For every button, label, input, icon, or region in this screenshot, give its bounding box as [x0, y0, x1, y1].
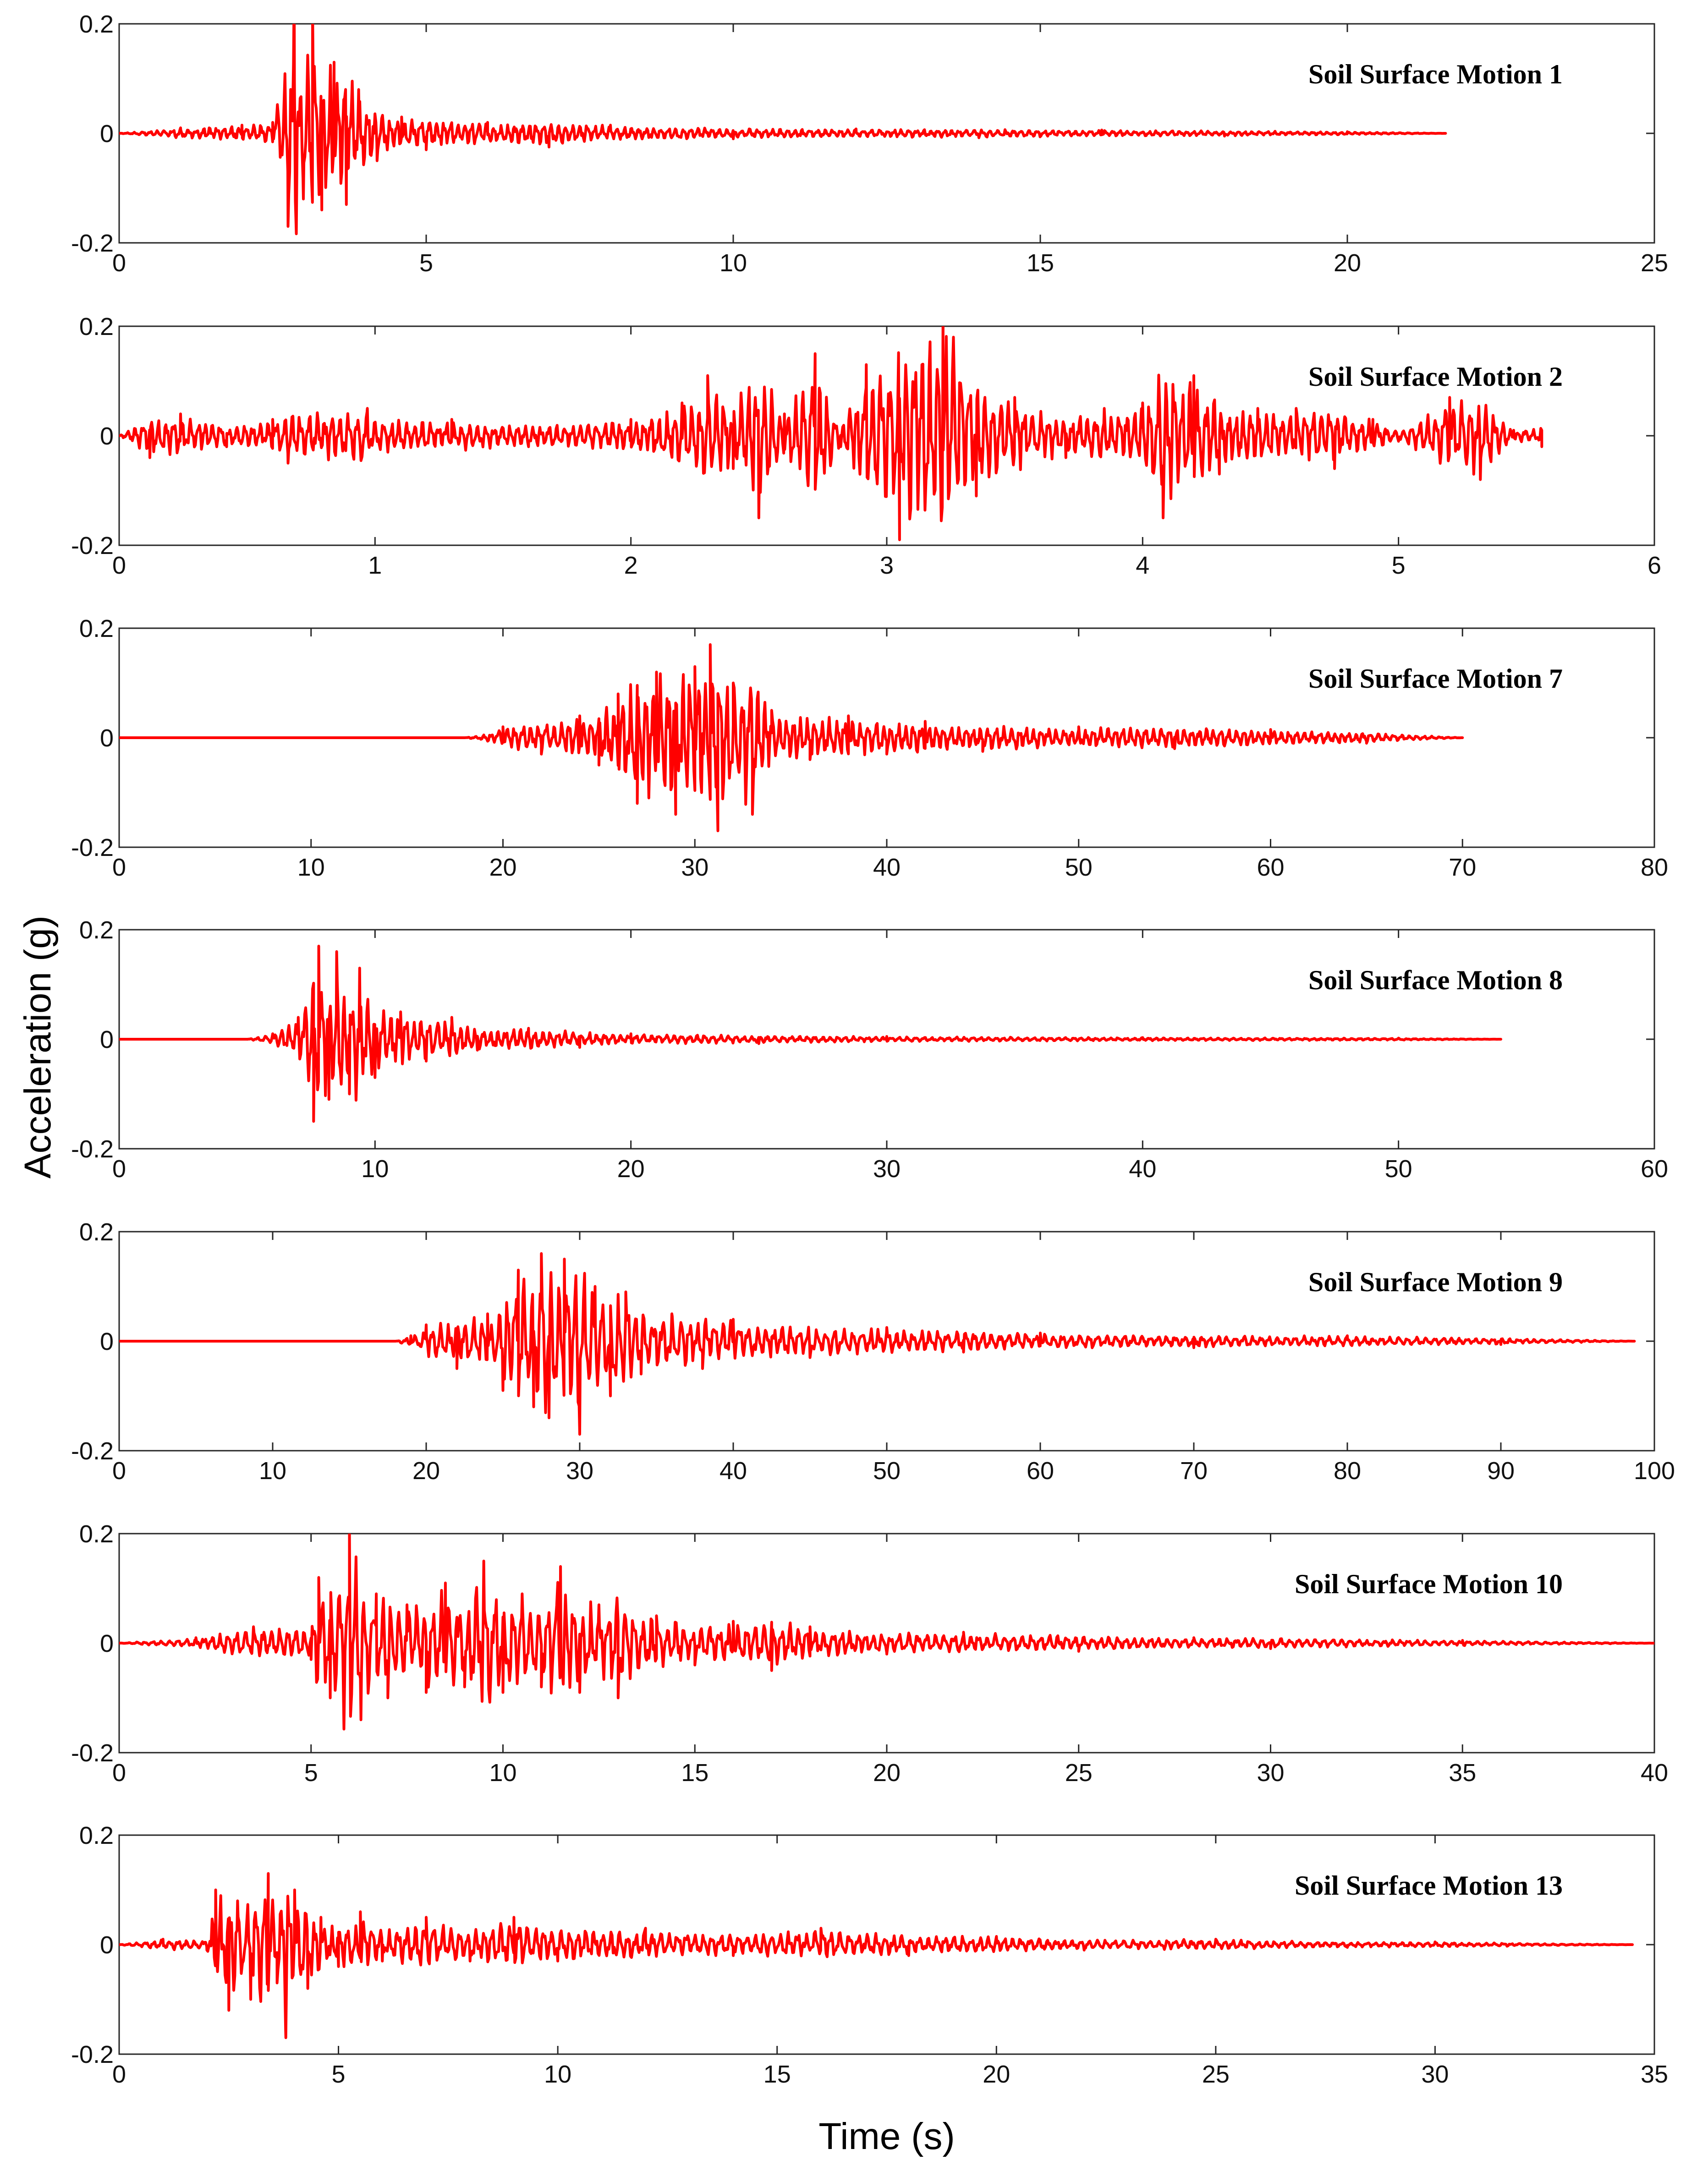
x-tick-label: 10	[544, 2061, 572, 2088]
x-tick-label: 0	[112, 249, 126, 277]
panel-title: Soil Surface Motion 9	[1308, 1267, 1563, 1297]
x-tick-label: 1	[368, 552, 382, 579]
panel-2	[71, 310, 1661, 579]
x-tick-label: 30	[566, 1457, 594, 1485]
panel-title: Soil Surface Motion 10	[1295, 1569, 1563, 1599]
x-tick-label: 20	[617, 1155, 645, 1183]
x-tick-label: 20	[489, 854, 517, 881]
panel-title: Soil Surface Motion 2	[1308, 362, 1563, 392]
panel-title: Soil Surface Motion 13	[1295, 1870, 1563, 1901]
x-tick-label: 0	[112, 2061, 126, 2088]
panel-1	[71, 0, 1668, 277]
x-tick-label: 80	[1333, 1457, 1362, 1485]
y-tick-label: 0	[99, 1328, 114, 1355]
x-tick-label: 0	[112, 1155, 126, 1183]
x-tick-label: 70	[1180, 1457, 1208, 1485]
y-axis-label: Acceleration (g)	[17, 915, 59, 1179]
x-tick-label: 5	[331, 2061, 346, 2088]
x-tick-label: 35	[1449, 1759, 1477, 1787]
panel-title: Soil Surface Motion 7	[1308, 663, 1563, 694]
y-tick-label: 0.2	[79, 1822, 114, 1849]
x-tick-label: 20	[873, 1759, 901, 1787]
x-tick-label: 90	[1487, 1457, 1515, 1485]
x-tick-label: 50	[1384, 1155, 1412, 1183]
x-tick-label: 5	[419, 249, 434, 277]
panel-4	[71, 916, 1668, 1183]
x-tick-label: 100	[1633, 1457, 1675, 1485]
x-tick-label: 40	[873, 854, 901, 881]
y-tick-label: -0.2	[71, 532, 114, 559]
x-axis-label: Time (s)	[818, 2116, 955, 2157]
x-tick-label: 30	[1421, 2061, 1449, 2088]
x-tick-label: 4	[1136, 552, 1150, 579]
x-tick-label: 10	[719, 249, 747, 277]
x-tick-label: 30	[1257, 1759, 1285, 1787]
y-tick-label: -0.2	[71, 834, 114, 861]
y-tick-label: 0.2	[79, 11, 114, 38]
x-tick-label: 15	[1026, 249, 1054, 277]
x-tick-label: 6	[1647, 552, 1662, 579]
y-tick-label: 0	[99, 1026, 114, 1053]
y-tick-label: 0	[99, 1931, 114, 1959]
x-tick-label: 0	[112, 1759, 126, 1787]
x-tick-label: 20	[1333, 249, 1362, 277]
x-tick-label: 10	[361, 1155, 389, 1183]
x-tick-label: 60	[1026, 1457, 1054, 1485]
x-tick-label: 40	[1129, 1155, 1157, 1183]
x-tick-label: 5	[304, 1759, 318, 1787]
y-tick-label: 0	[99, 120, 114, 148]
panel-3	[71, 615, 1668, 881]
y-tick-label: -0.2	[71, 1437, 114, 1465]
panel-7	[71, 1822, 1668, 2088]
y-tick-label: -0.2	[71, 1135, 114, 1163]
x-tick-label: 10	[297, 854, 325, 881]
panel-title: Soil Surface Motion 8	[1308, 965, 1563, 995]
x-tick-label: 25	[1640, 249, 1669, 277]
x-tick-label: 0	[112, 552, 126, 579]
x-tick-label: 20	[983, 2061, 1011, 2088]
x-tick-label: 5	[1391, 552, 1406, 579]
x-tick-label: 3	[879, 552, 894, 579]
y-tick-label: -0.2	[71, 1739, 114, 1767]
y-tick-label: 0	[99, 1630, 114, 1657]
y-tick-label: 0.2	[79, 1520, 114, 1548]
y-tick-label: -0.2	[71, 230, 114, 257]
x-tick-label: 80	[1640, 854, 1669, 881]
x-tick-label: 70	[1449, 854, 1477, 881]
x-tick-label: 0	[112, 1457, 126, 1485]
x-tick-label: 20	[412, 1457, 440, 1485]
x-tick-label: 15	[681, 1759, 709, 1787]
y-tick-label: 0	[99, 724, 114, 752]
x-tick-label: 60	[1257, 854, 1285, 881]
y-tick-label: 0.2	[79, 313, 114, 340]
y-tick-label: 0.2	[79, 615, 114, 642]
x-tick-label: 10	[258, 1457, 287, 1485]
y-tick-label: 0.2	[79, 1218, 114, 1246]
x-tick-label: 10	[489, 1759, 517, 1787]
x-tick-label: 40	[719, 1457, 747, 1485]
y-tick-label: -0.2	[71, 2041, 114, 2068]
x-tick-label: 60	[1640, 1155, 1669, 1183]
panel-5	[71, 1218, 1675, 1485]
x-tick-label: 25	[1202, 2061, 1230, 2088]
y-tick-label: 0.2	[79, 916, 114, 944]
x-tick-label: 25	[1065, 1759, 1093, 1787]
x-tick-label: 30	[681, 854, 709, 881]
x-tick-label: 50	[1065, 854, 1093, 881]
x-tick-label: 35	[1640, 2061, 1669, 2088]
x-tick-label: 30	[873, 1155, 901, 1183]
y-tick-label: 0	[99, 422, 114, 450]
x-tick-label: 15	[763, 2061, 791, 2088]
x-tick-label: 2	[624, 552, 638, 579]
x-tick-label: 50	[873, 1457, 901, 1485]
x-tick-label: 0	[112, 854, 126, 881]
panel-6	[71, 1520, 1668, 1787]
x-tick-label: 40	[1640, 1759, 1669, 1787]
panel-title: Soil Surface Motion 1	[1308, 59, 1563, 89]
